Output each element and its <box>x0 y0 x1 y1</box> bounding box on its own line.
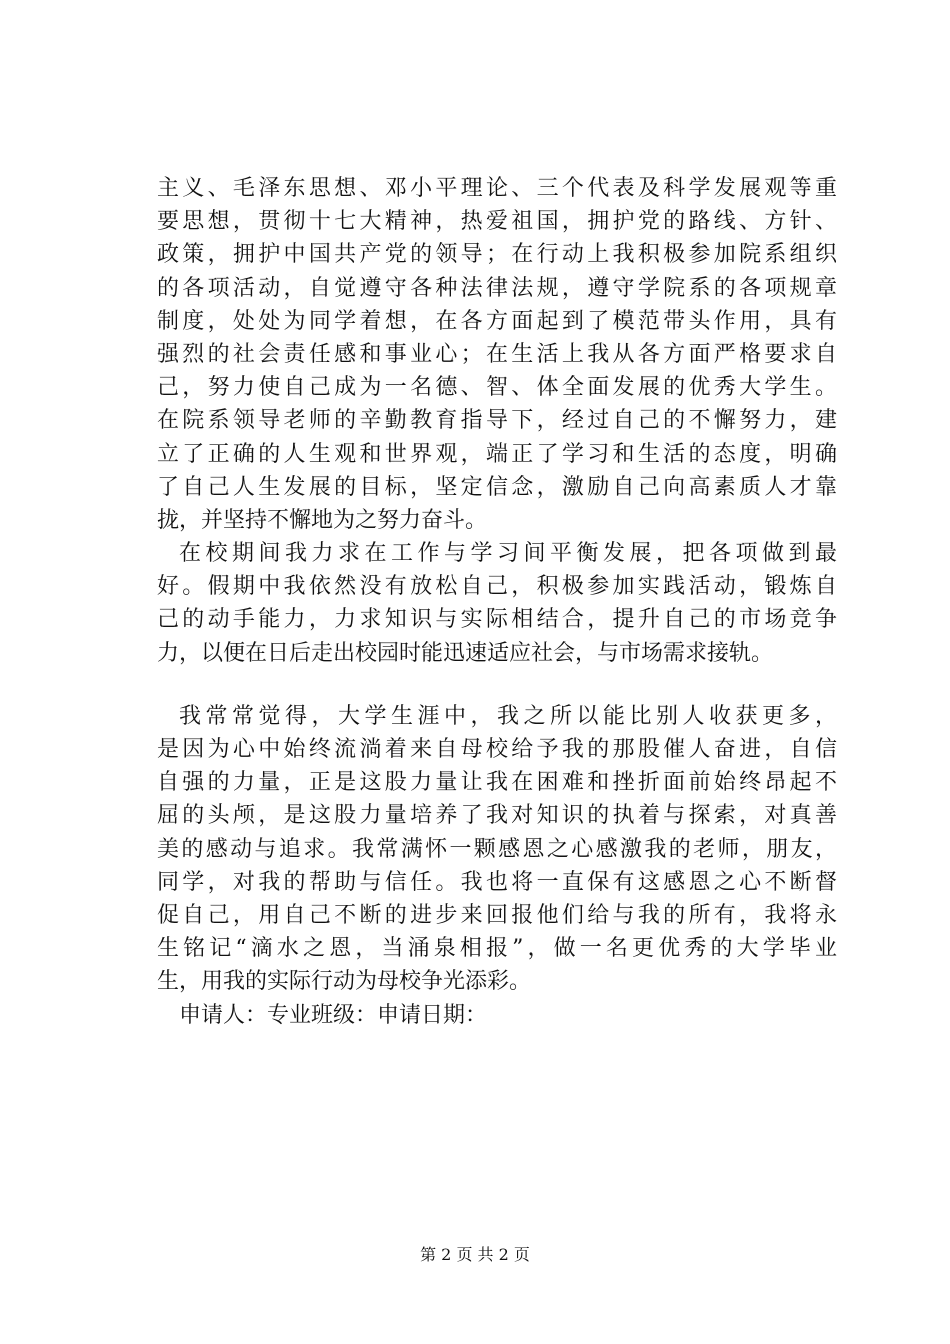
text-line: 生，用我的实际行动为母校争光添彩。 <box>157 969 532 995</box>
text-line: 美的感动与追求。我常满怀一颗感恩之心感激我的老师，朋友， <box>157 836 837 862</box>
signature-line: 申请人：专业班级：申请日期： <box>179 1002 488 1028</box>
page-number-label: 第 2 页 共 2 页 <box>420 1245 530 1264</box>
text-line: 我常常觉得，大学生涯中，我之所以能比别人收获更多， <box>179 703 837 729</box>
text-line: 自强的力量，正是这股力量让我在困难和挫折面前始终昂起不 <box>157 770 837 796</box>
text-line: 促自己，用自己不断的进步来回报他们给与我的所有，我将永 <box>157 902 837 928</box>
text-line: 力，以便在日后走出校园时能迅速适应社会，与市场需求接轨。 <box>157 640 774 666</box>
text-line: 的各项活动，自觉遵守各种法律法规，遵守学院系的各项规章 <box>157 275 837 301</box>
text-line: 了自己人生发展的目标，坚定信念，激励自己向高素质人才靠 <box>157 474 837 500</box>
text-line: 己，努力使自己成为一名德、智、体全面发展的优秀大学生。 <box>157 375 837 401</box>
text-line: 主义、毛泽东思想、邓小平理论、三个代表及科学发展观等重 <box>157 176 837 201</box>
text-line: 在校期间我力求在工作与学习间平衡发展，把各项做到最 <box>179 541 837 567</box>
text-line: 立了正确的人生观和世界观，端正了学习和生活的态度，明确 <box>157 441 837 467</box>
text-line: 好。假期中我依然没有放松自己，积极参加实践活动，锻炼自 <box>157 574 837 600</box>
paragraph-gap <box>157 670 837 700</box>
text-line: 政策，拥护中国共产党的领导；在行动上我积极参加院系组织 <box>157 242 837 268</box>
page-footer <box>0 1244 950 1266</box>
text-line: 制度，处处为同学着想，在各方面起到了模范带头作用，具有 <box>157 308 837 334</box>
body-text <box>157 172 837 1032</box>
text-line: 同学，对我的帮助与信任。我也将一直保有这感恩之心不断督 <box>157 869 837 895</box>
text-line: 要思想，贯彻十七大精神，热爱祖国，拥护党的路线、方针、 <box>157 209 837 235</box>
text-line: 屈的头颅，是这股力量培养了我对知识的执着与探索，对真善 <box>157 803 837 829</box>
text-line: 是因为心中始终流淌着来自母校给予我的那股催人奋进，自信 <box>157 737 837 762</box>
text-line: 生铭记“滴水之恩，当涌泉相报”，做一名更优秀的大学毕业 <box>157 936 837 962</box>
text-line: 强烈的社会责任感和事业心；在生活上我从各方面严格要求自 <box>157 341 837 367</box>
text-line: 拢，并坚持不懈地为之努力奋斗。 <box>157 507 488 533</box>
text-line: 在院系领导老师的辛勤教育指导下，经过自己的不懈努力，建 <box>157 408 837 434</box>
text-line: 己的动手能力，力求知识与实际相结合，提升自己的市场竞争 <box>157 607 837 633</box>
